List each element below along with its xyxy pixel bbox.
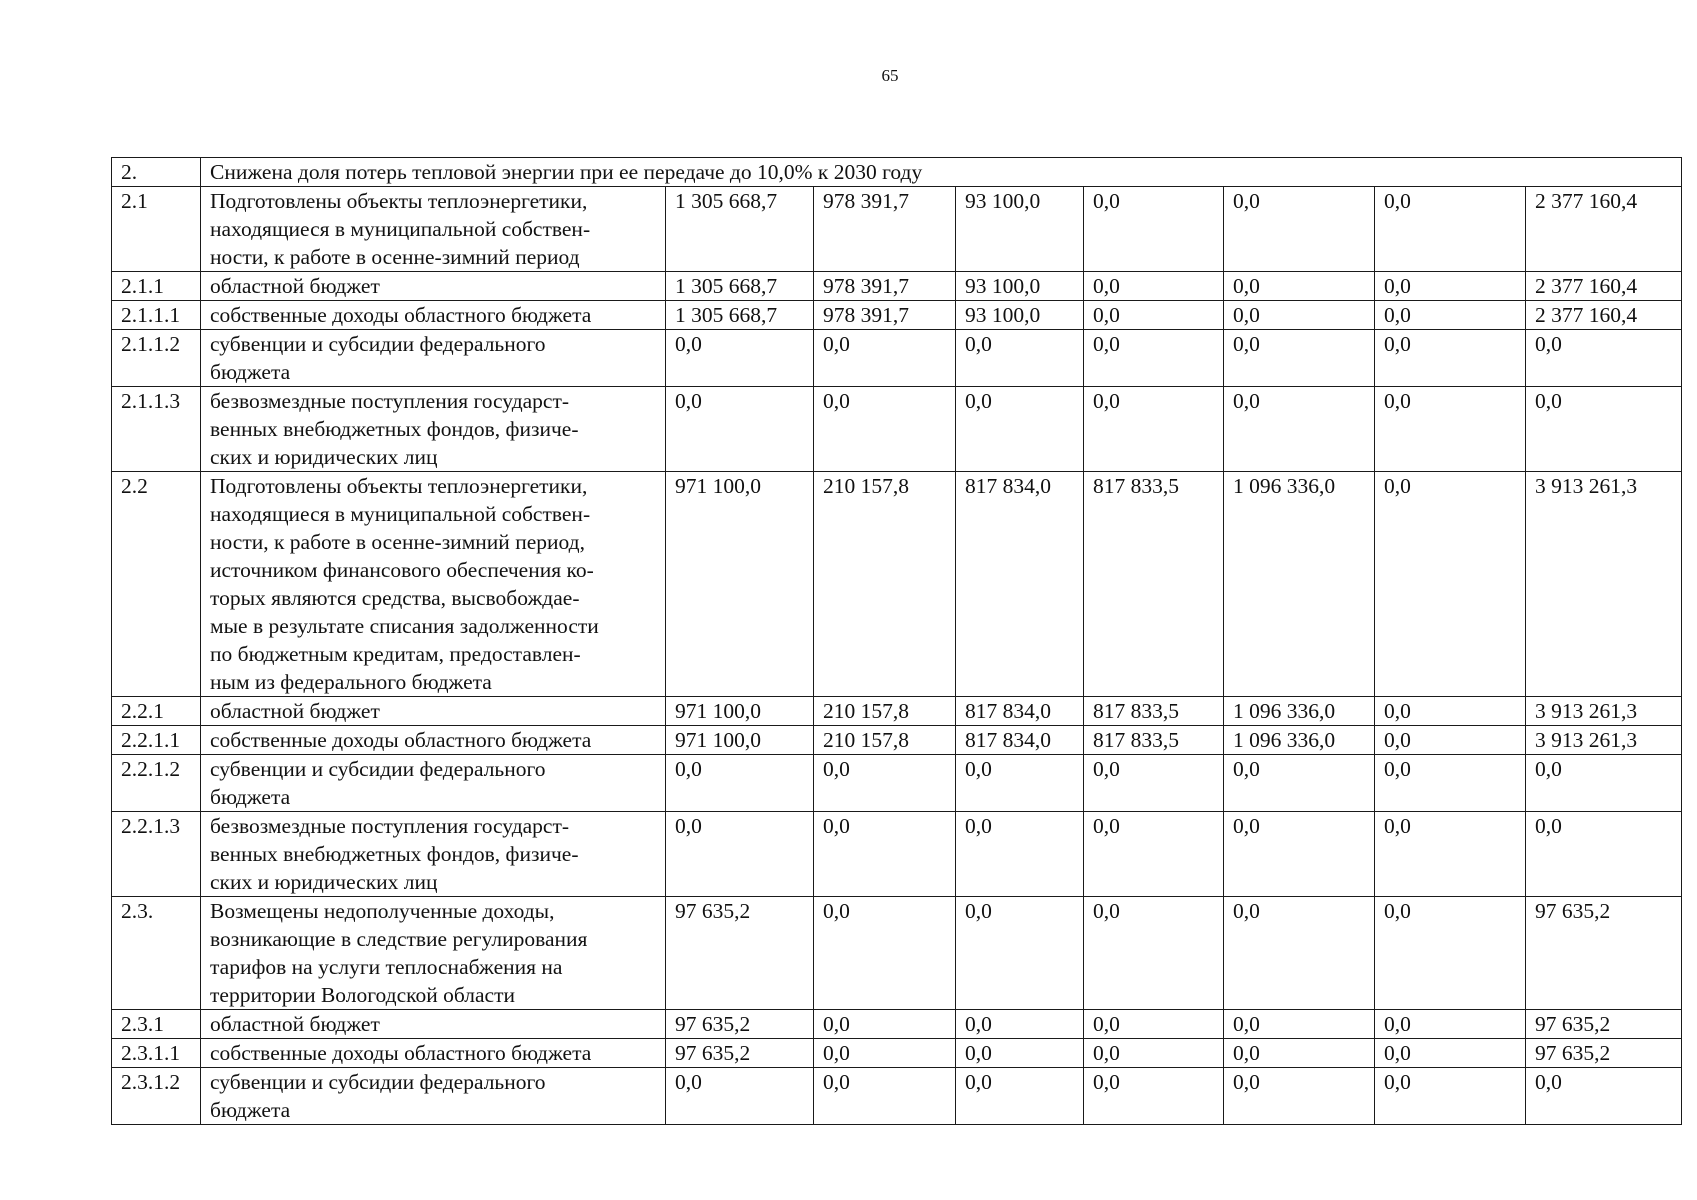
value-cell: 0,0 <box>956 1068 1084 1125</box>
table-row <box>112 897 1682 1010</box>
value-cell: 0,0 <box>814 1039 956 1068</box>
value-cell: 0,0 <box>1084 1010 1224 1039</box>
value-cell: 0,0 <box>666 755 814 812</box>
value-cell: 0,0 <box>1084 897 1224 1010</box>
value-cell: 0,0 <box>1224 1068 1375 1125</box>
total-value-cell: 3 913 261,3 <box>1526 472 1682 697</box>
value-cell: 1 305 668,7 <box>666 187 814 272</box>
total-value-cell: 0,0 <box>1526 1068 1682 1125</box>
value-cell: 0,0 <box>1224 1010 1375 1039</box>
table-row <box>112 726 1682 755</box>
row-code-cell: 2.2.1 <box>112 697 201 726</box>
table-body <box>112 158 1682 1125</box>
row-code-cell: 2.3. <box>112 897 201 1010</box>
value-cell: 210 157,8 <box>814 472 956 697</box>
table-row <box>112 755 1682 812</box>
row-code-cell: 2.1 <box>112 187 201 272</box>
total-value-cell: 0,0 <box>1526 330 1682 387</box>
value-cell: 978 391,7 <box>814 187 956 272</box>
row-code-cell: 2.3.1.1 <box>112 1039 201 1068</box>
row-description-cell: Подготовлены объекты теплоэнергетики, находящиеся в муниципальной собствен- ности, к работе в осенне-зимний период, источником финансового обеспечения ко- торых являются средства, высвобождае- мые в результате списания задолженности по бюджетным кредитам, предоставлен- ным из федерального бюджета <box>201 472 666 697</box>
row-description-cell: безвозмездные поступления государст- венных внебюджетных фондов, физиче- ских и юридических лиц <box>201 387 666 472</box>
row-code-cell: 2. <box>112 158 201 187</box>
value-cell: 0,0 <box>1084 812 1224 897</box>
value-cell: 0,0 <box>814 812 956 897</box>
row-description-cell: областной бюджет <box>201 1010 666 1039</box>
value-cell: 0,0 <box>1224 187 1375 272</box>
total-value-cell: 0,0 <box>1526 755 1682 812</box>
value-cell: 0,0 <box>1084 1039 1224 1068</box>
value-cell: 0,0 <box>1375 272 1526 301</box>
row-description-cell: субвенции и субсидии федерального бюджета <box>201 755 666 812</box>
row-code-cell: 2.2.1.2 <box>112 755 201 812</box>
value-cell: 0,0 <box>1375 726 1526 755</box>
row-code-cell: 2.3.1 <box>112 1010 201 1039</box>
table-section-heading-row <box>112 158 1682 187</box>
value-cell: 0,0 <box>1224 1039 1375 1068</box>
page-number: 65 <box>881 66 899 85</box>
total-value-cell: 2 377 160,4 <box>1526 301 1682 330</box>
value-cell: 0,0 <box>1224 897 1375 1010</box>
value-cell: 817 833,5 <box>1084 697 1224 726</box>
value-cell: 0,0 <box>1224 301 1375 330</box>
value-cell: 210 157,8 <box>814 697 956 726</box>
row-code-cell: 2.2.1.1 <box>112 726 201 755</box>
table-row <box>112 472 1682 697</box>
value-cell: 0,0 <box>666 1068 814 1125</box>
value-cell: 0,0 <box>666 330 814 387</box>
total-value-cell: 0,0 <box>1526 387 1682 472</box>
value-cell: 817 833,5 <box>1084 472 1224 697</box>
value-cell: 0,0 <box>956 387 1084 472</box>
total-value-cell: 97 635,2 <box>1526 1039 1682 1068</box>
value-cell: 1 096 336,0 <box>1224 726 1375 755</box>
table-row <box>112 1039 1682 1068</box>
value-cell: 0,0 <box>1084 187 1224 272</box>
value-cell: 0,0 <box>1375 301 1526 330</box>
total-value-cell: 2 377 160,4 <box>1526 187 1682 272</box>
total-value-cell: 97 635,2 <box>1526 1010 1682 1039</box>
value-cell: 0,0 <box>1084 1068 1224 1125</box>
value-cell: 93 100,0 <box>956 187 1084 272</box>
value-cell: 971 100,0 <box>666 726 814 755</box>
table-row <box>112 330 1682 387</box>
value-cell: 0,0 <box>814 897 956 1010</box>
row-code-cell: 2.1.1 <box>112 272 201 301</box>
value-cell: 0,0 <box>1224 387 1375 472</box>
total-value-cell: 3 913 261,3 <box>1526 726 1682 755</box>
value-cell: 97 635,2 <box>666 897 814 1010</box>
value-cell: 0,0 <box>956 1010 1084 1039</box>
value-cell: 0,0 <box>814 755 956 812</box>
value-cell: 971 100,0 <box>666 472 814 697</box>
value-cell: 97 635,2 <box>666 1010 814 1039</box>
value-cell: 0,0 <box>1375 812 1526 897</box>
value-cell: 210 157,8 <box>814 726 956 755</box>
value-cell: 817 834,0 <box>956 697 1084 726</box>
row-description-cell: субвенции и субсидии федерального бюджета <box>201 330 666 387</box>
value-cell: 0,0 <box>1375 1068 1526 1125</box>
value-cell: 0,0 <box>1084 755 1224 812</box>
value-cell: 0,0 <box>956 755 1084 812</box>
value-cell: 978 391,7 <box>814 301 956 330</box>
value-cell: 1 096 336,0 <box>1224 472 1375 697</box>
value-cell: 0,0 <box>666 387 814 472</box>
value-cell: 0,0 <box>1375 387 1526 472</box>
row-description-cell: собственные доходы областного бюджета <box>201 726 666 755</box>
value-cell: 0,0 <box>1224 812 1375 897</box>
value-cell: 0,0 <box>814 387 956 472</box>
value-cell: 0,0 <box>814 1068 956 1125</box>
value-cell: 978 391,7 <box>814 272 956 301</box>
value-cell: 0,0 <box>1224 330 1375 387</box>
value-cell: 0,0 <box>1084 301 1224 330</box>
value-cell: 1 096 336,0 <box>1224 697 1375 726</box>
value-cell: 0,0 <box>1084 330 1224 387</box>
row-description-cell: безвозмездные поступления государст- венных внебюджетных фондов, физиче- ских и юридических лиц <box>201 812 666 897</box>
value-cell: 0,0 <box>666 812 814 897</box>
row-description-cell: Подготовлены объекты теплоэнергетики, находящиеся в муниципальной собствен- ности, к работе в осенне-зимний период <box>201 187 666 272</box>
value-cell: 0,0 <box>1084 272 1224 301</box>
row-description-cell: собственные доходы областного бюджета <box>201 1039 666 1068</box>
value-cell: 0,0 <box>1375 187 1526 272</box>
row-description-cell: областной бюджет <box>201 272 666 301</box>
total-value-cell: 0,0 <box>1526 812 1682 897</box>
value-cell: 0,0 <box>1375 330 1526 387</box>
value-cell: 97 635,2 <box>666 1039 814 1068</box>
value-cell: 93 100,0 <box>956 301 1084 330</box>
value-cell: 971 100,0 <box>666 697 814 726</box>
row-code-cell: 2.2 <box>112 472 201 697</box>
value-cell: 817 834,0 <box>956 472 1084 697</box>
value-cell: 1 305 668,7 <box>666 272 814 301</box>
value-cell: 0,0 <box>814 1010 956 1039</box>
value-cell: 0,0 <box>1224 272 1375 301</box>
value-cell: 0,0 <box>956 1039 1084 1068</box>
value-cell: 93 100,0 <box>956 272 1084 301</box>
value-cell: 0,0 <box>956 897 1084 1010</box>
table-row <box>112 272 1682 301</box>
table-row <box>112 1010 1682 1039</box>
value-cell: 0,0 <box>1375 1010 1526 1039</box>
value-cell: 0,0 <box>956 812 1084 897</box>
row-description-cell: субвенции и субсидии федерального бюджета <box>201 1068 666 1125</box>
value-cell: 817 833,5 <box>1084 726 1224 755</box>
table-row <box>112 1068 1682 1125</box>
row-description-cell: собственные доходы областного бюджета <box>201 301 666 330</box>
table-row <box>112 187 1682 272</box>
value-cell: 0,0 <box>1375 897 1526 1010</box>
value-cell: 817 834,0 <box>956 726 1084 755</box>
table-row <box>112 812 1682 897</box>
table-row <box>112 387 1682 472</box>
value-cell: 0,0 <box>956 330 1084 387</box>
value-cell: 0,0 <box>1375 472 1526 697</box>
value-cell: 1 305 668,7 <box>666 301 814 330</box>
table-row <box>112 301 1682 330</box>
value-cell: 0,0 <box>1375 697 1526 726</box>
value-cell: 0,0 <box>814 330 956 387</box>
budget-table <box>111 157 1682 1125</box>
row-code-cell: 2.1.1.1 <box>112 301 201 330</box>
value-cell: 0,0 <box>1375 755 1526 812</box>
row-description-cell: областной бюджет <box>201 697 666 726</box>
value-cell: 0,0 <box>1224 755 1375 812</box>
value-cell: 0,0 <box>1375 1039 1526 1068</box>
value-cell: 0,0 <box>1084 387 1224 472</box>
section-heading-cell: Снижена доля потерь тепловой энергии при ее передаче до 10,0% к 2030 году <box>201 158 1682 187</box>
total-value-cell: 3 913 261,3 <box>1526 697 1682 726</box>
row-code-cell: 2.1.1.2 <box>112 330 201 387</box>
total-value-cell: 2 377 160,4 <box>1526 272 1682 301</box>
row-code-cell: 2.1.1.3 <box>112 387 201 472</box>
row-code-cell: 2.3.1.2 <box>112 1068 201 1125</box>
row-code-cell: 2.2.1.3 <box>112 812 201 897</box>
table-row <box>112 697 1682 726</box>
row-description-cell: Возмещены недополученные доходы, возникающие в следствие регулирования тарифов на услуги теплоснабжения на территории Вологодской области <box>201 897 666 1010</box>
total-value-cell: 97 635,2 <box>1526 897 1682 1010</box>
